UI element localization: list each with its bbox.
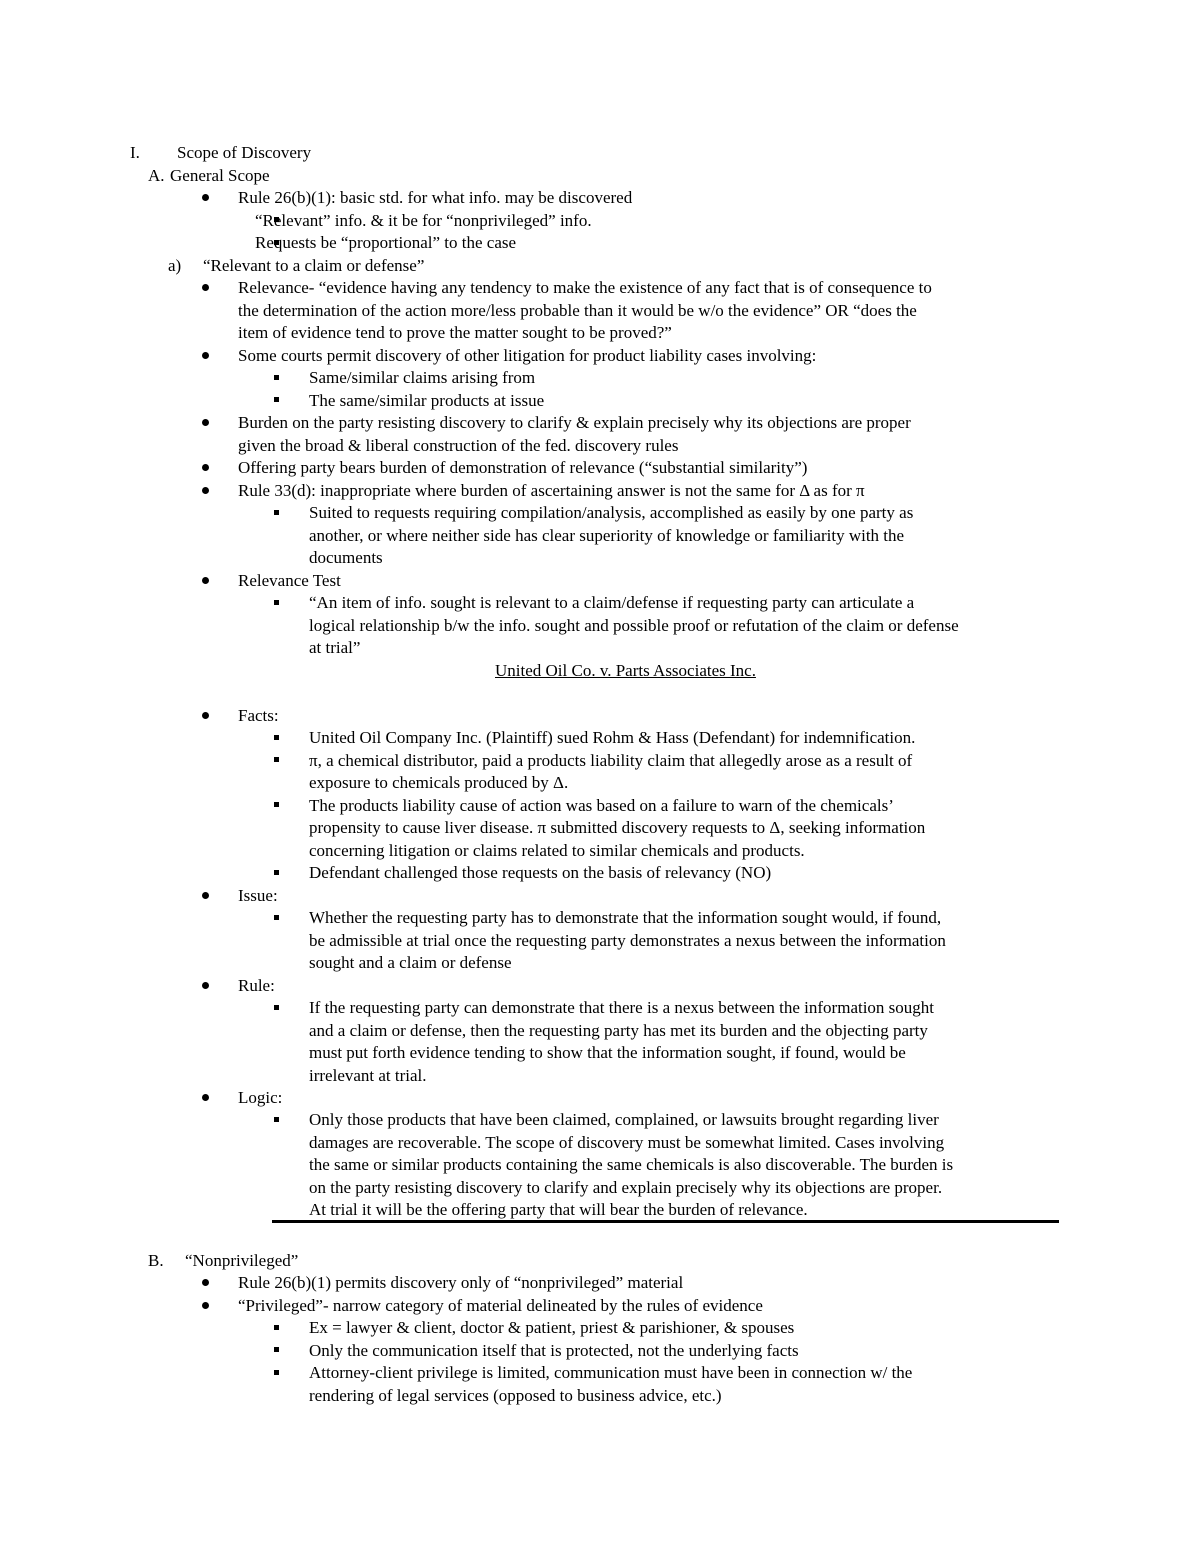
text-line: Relevance Test <box>238 571 341 590</box>
text-line: item of evidence tend to prove the matter sought to be proved?” <box>238 323 672 342</box>
bullet-dot-icon <box>202 284 209 291</box>
text-line: Suited to requests requiring compilation/analysis, accomplished as easily by one party as <box>309 503 914 522</box>
text-line: Only the communication itself that is protected, not the underlying facts <box>309 1341 799 1360</box>
bullet-dot-icon <box>202 712 209 719</box>
bullet-square-icon <box>274 510 279 515</box>
section-marker-a-upper: A. <box>148 166 165 185</box>
bullet-square-icon <box>274 757 279 762</box>
bullet-dot-icon <box>202 194 209 201</box>
bullet-dot-icon <box>202 982 209 989</box>
text-line: damages are recoverable. The scope of discovery must be somewhat limited. Cases involving <box>309 1133 945 1152</box>
text-line: Some courts permit discovery of other litigation for product liability cases involving: <box>238 346 817 365</box>
heading-logic: Logic: <box>238 1088 283 1107</box>
text-line: documents <box>309 548 383 567</box>
text-line: propensity to cause liver disease. π submitted discovery requests to Δ, seeking information <box>309 818 926 837</box>
bullet-dot-icon <box>202 487 209 494</box>
bullet-square-icon <box>274 1005 279 1010</box>
text-line: the determination of the action more/less probable than it would be w/o the evidence” OR “does the <box>238 301 917 320</box>
bullet-square-icon <box>274 1117 279 1122</box>
section-marker-a-lower: a) <box>168 256 182 275</box>
text-line: Rule 26(b)(1): basic std. for what info. may be discovered <box>238 188 633 207</box>
bullet-square-icon <box>274 735 279 740</box>
bullet-dot-icon <box>202 1094 209 1101</box>
bullet-square-icon <box>274 915 279 920</box>
section-title-relevant: “Relevant to a claim or defense” <box>203 256 425 275</box>
text-line: “An item of info. sought is relevant to a claim/defense if requesting party can articulate a <box>309 593 915 612</box>
bullet-square-icon <box>274 397 279 402</box>
bullet-square-icon <box>274 802 279 807</box>
text-line: Only those products that have been claimed, complained, or lawsuits brought regarding liver <box>309 1110 939 1129</box>
text-line: Same/similar claims arising from <box>309 368 536 387</box>
section-title-nonprivileged: “Nonprivileged” <box>185 1251 299 1270</box>
bullet-dot-icon <box>202 419 209 426</box>
text-line: on the party resisting discovery to clarify and explain precisely why its objections are proper. <box>309 1178 943 1197</box>
text-line: “Privileged”- narrow category of material delineated by the rules of evidence <box>238 1296 763 1315</box>
text-line: Rule 33(d): inappropriate where burden of ascertaining answer is not the same for Δ as for π <box>238 481 865 500</box>
text-line: rendering of legal services (opposed to business advice, etc.) <box>309 1386 722 1405</box>
bullet-dot-icon <box>202 892 209 899</box>
section-marker-roman: I. <box>130 143 140 162</box>
text-line: logical relationship b/w the info. sought and possible proof or refutation of the claim or defense <box>309 616 959 635</box>
bullet-square-icon <box>274 600 279 605</box>
text-line: United Oil Company Inc. (Plaintiff) sued Rohm & Hass (Defendant) for indemnification. <box>309 728 916 747</box>
text-line: Ex = lawyer & client, doctor & patient, priest & parishioner, & spouses <box>309 1318 795 1337</box>
text-line: Attorney-client privilege is limited, communication must have been in connection w/ the <box>309 1363 913 1382</box>
section-title-scope-of-discovery: Scope of Discovery <box>177 143 312 162</box>
text-line: sought and a claim or defense <box>309 953 512 972</box>
bullet-square-icon <box>274 1370 279 1375</box>
bullet-dot-icon <box>202 464 209 471</box>
text-line: The products liability cause of action was based on a failure to warn of the chemicals’ <box>309 796 894 815</box>
bullet-dot-icon <box>202 1302 209 1309</box>
text-line: Defendant challenged those requests on the basis of relevancy (NO) <box>309 863 772 882</box>
text-line: Rule 26(b)(1) permits discovery only of “nonprivileged” material <box>238 1273 684 1292</box>
text-line: the same or similar products containing the same chemicals is also discoverable. The burden is <box>309 1155 954 1174</box>
text-line: at trial” <box>309 638 361 657</box>
text-line: The same/similar products at issue <box>309 391 545 410</box>
text-line: be admissible at trial once the requesting party demonstrates a nexus between the information <box>309 931 946 950</box>
heading-facts: Facts: <box>238 706 279 725</box>
text-line: Burden on the party resisting discovery to clarify & explain precisely why its objections are proper <box>238 413 911 432</box>
text-line: concerning litigation or claims related to similar chemicals and products. <box>309 841 805 860</box>
text-line: Offering party bears burden of demonstration of relevance (“substantial similarity”) <box>238 458 808 477</box>
text-line: Relevance- “evidence having any tendency to make the existence of any fact that is of consequence to <box>238 278 932 297</box>
bullet-dot-icon <box>202 1279 209 1286</box>
heading-rule: Rule: <box>238 976 275 995</box>
text-line: exposure to chemicals produced by Δ. <box>309 773 569 792</box>
text-line: If the requesting party can demonstrate that there is a nexus between the information sought <box>309 998 935 1017</box>
text-line: “Relevant” info. & it be for “nonprivileged” info. <box>255 211 592 230</box>
bullet-dot-icon <box>202 577 209 584</box>
section-marker-b: B. <box>148 1251 164 1270</box>
bullet-dot-icon <box>202 352 209 359</box>
text-line: and a claim or defense, then the requesting party has met its burden and the objecting party <box>309 1021 928 1040</box>
text-line: Whether the requesting party has to demonstrate that the information sought would, if found, <box>309 908 942 927</box>
text-line: irrelevant at trial. <box>309 1066 427 1085</box>
text-line: π, a chemical distributor, paid a products liability claim that allegedly arose as a result of <box>309 751 913 770</box>
text-line: given the broad & liberal construction of the fed. discovery rules <box>238 436 679 455</box>
horizontal-divider <box>272 1220 1059 1223</box>
text-line: another, or where neither side has clear superiority of knowledge or familiarity with the <box>309 526 905 545</box>
bullet-square-icon <box>274 1347 279 1352</box>
bullet-square-icon <box>274 1325 279 1330</box>
bullet-square-icon <box>274 870 279 875</box>
heading-issue: Issue: <box>238 886 278 905</box>
text-line: Requests be “proportional” to the case <box>255 233 517 252</box>
text-line: must put forth evidence tending to show that the information sought, if found, would be <box>309 1043 906 1062</box>
case-title: United Oil Co. v. Parts Associates Inc. <box>495 661 756 680</box>
bullet-square-icon <box>274 375 279 380</box>
text-line: At trial it will be the offering party that will bear the burden of relevance. <box>309 1200 808 1219</box>
section-title-general-scope: General Scope <box>170 166 270 185</box>
